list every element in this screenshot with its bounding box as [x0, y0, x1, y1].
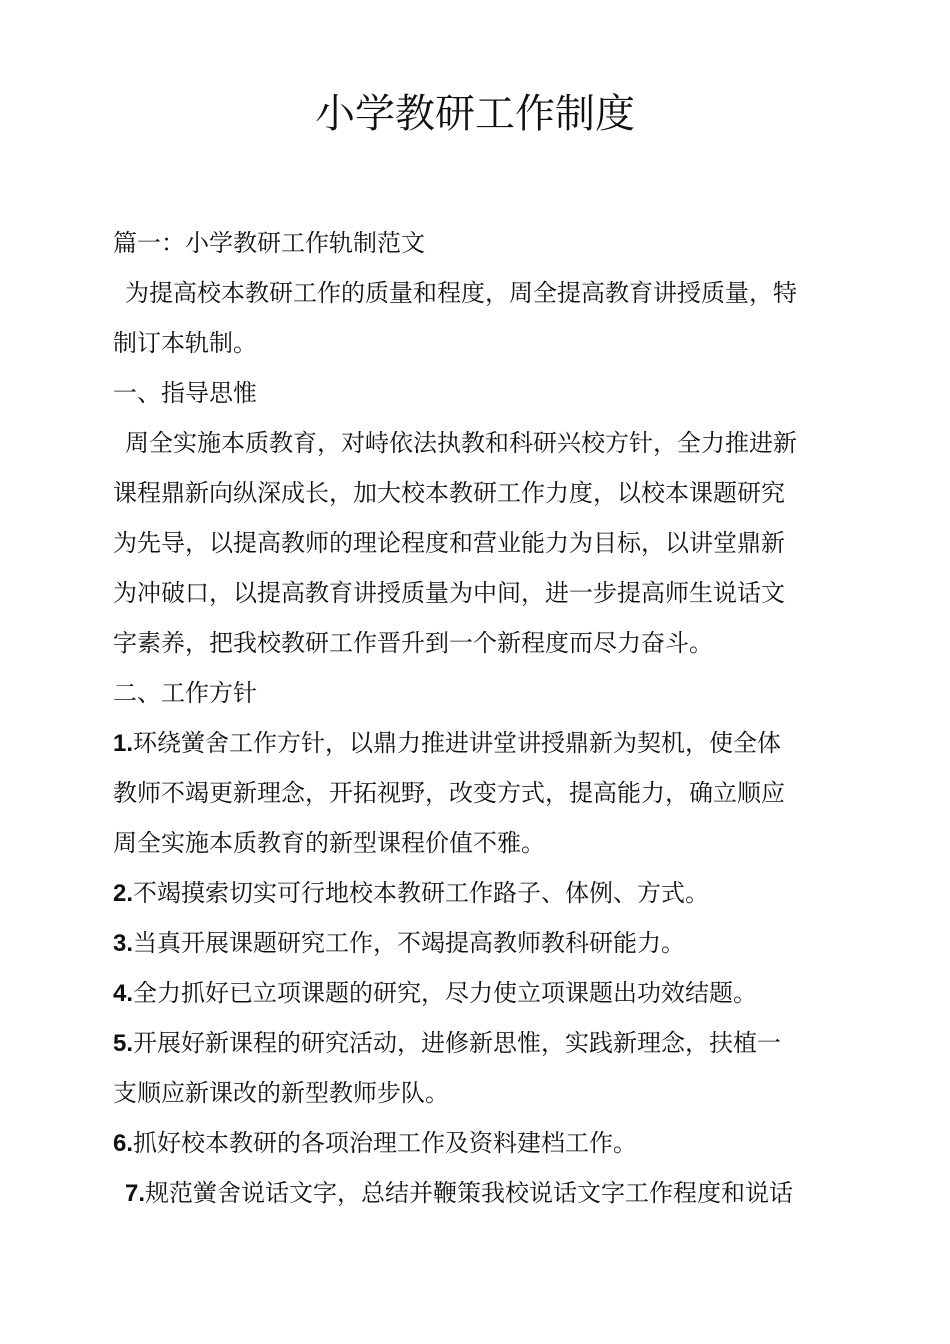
list-item: [113, 968, 843, 1018]
paragraph-line: 字素养，把我校教研工作晋升到一个新程度而尽力奋斗。: [113, 629, 713, 657]
list-item: [113, 718, 843, 768]
list-item-continuation: 周全实施本质教育的新型课程价值不雅。: [113, 829, 545, 857]
document-body: [113, 218, 843, 1218]
list-item-continuation: 支顺应新课改的新型教师步队。: [113, 1079, 449, 1107]
list-item-number: 6.: [113, 1130, 134, 1157]
paragraph-line: 为冲破口，以提高教育讲授质量为中间，进一步提高师生说话文: [113, 579, 785, 607]
section-heading: 篇一：小学教研工作轨制范文: [113, 229, 425, 257]
document-title: 小学教研工作制度: [315, 91, 635, 137]
list-item-number: 4.: [113, 980, 134, 1007]
list-item: [113, 1168, 843, 1218]
list-item: [113, 868, 843, 918]
list-item-text: 当真开展课题研究工作，不竭提高教师教科研能力。: [133, 929, 686, 957]
list-item-number: 2.: [113, 880, 134, 907]
paragraph-line: 为先导，以提高教师的理论程度和营业能力为目标，以讲堂鼎新: [113, 529, 785, 557]
paragraph-line: 为提高校本教研工作的质量和程度，周全提高教育讲授质量，特: [125, 279, 797, 307]
paragraph-line: 周全实施本质教育，对峙依法执教和科研兴校方针，全力推进新: [125, 429, 797, 457]
list-item-number: 1.: [113, 730, 134, 757]
paragraph-line: 制订本轨制。: [113, 329, 257, 357]
list-item: [113, 918, 843, 968]
list-item: [113, 1018, 843, 1068]
list-item-continuation: 教师不竭更新理念，开拓视野，改变方式，提高能力，确立顺应: [113, 779, 785, 807]
paragraph-line: 课程鼎新向纵深成长，加大校本教研工作力度，以校本课题研究: [113, 479, 785, 507]
list-item-text: 开展好新课程的研究活动，进修新思惟，实践新理念，扶植一: [133, 1029, 782, 1057]
list-item-text: 全力抓好已立项课题的研究，尽力使立项课题出功效结题。: [133, 979, 758, 1007]
list-item-number: 3.: [113, 930, 134, 957]
list-item: [113, 1118, 843, 1168]
list-item-text: 抓好校本教研的各项治理工作及资料建档工作。: [133, 1129, 638, 1157]
list-item-text: 环绕黉舍工作方针，以鼎力推进讲堂讲授鼎新为契机，使全体: [133, 729, 782, 757]
section-heading: 一、指导思惟: [113, 379, 257, 407]
list-item-number: 5.: [113, 1030, 134, 1057]
section-heading: 二、工作方针: [113, 679, 257, 707]
list-item-text: 规范黉舍说话文字，总结并鞭策我校说话文字工作程度和说话: [145, 1179, 794, 1207]
list-item-text: 不竭摸索切实可行地校本教研工作路子、体例、方式。: [133, 879, 710, 907]
list-item-number: 7.: [125, 1180, 146, 1207]
